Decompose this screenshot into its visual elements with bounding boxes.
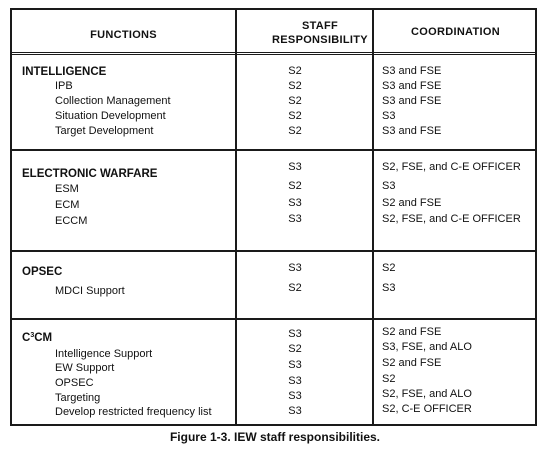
staff-cell: S2 (288, 125, 302, 137)
function-item: IPB (55, 80, 73, 92)
function-item: Intelligence Support (55, 348, 153, 360)
function-item: Targeting (55, 392, 101, 404)
staff-cell: S2 (288, 180, 302, 192)
staff-cell: S3 (288, 213, 302, 225)
section-title-electronic-warfare: ELECTRONIC WARFARE (22, 168, 158, 180)
staff-cell: S3 (288, 328, 302, 340)
function-item: ECCM (55, 215, 88, 227)
coord-cell: S3 and FSE (382, 80, 442, 92)
function-item: Situation Development (55, 110, 166, 122)
header-coordination: COORDINATION (411, 26, 500, 38)
coord-cell: S2 and FSE (382, 357, 442, 369)
header-separator (12, 52, 535, 55)
staff-cell: S2 (288, 343, 302, 355)
staff-cell: S2 (288, 80, 302, 92)
c3cm-prefix: C (22, 332, 31, 344)
coord-cell: S3 and FSE (382, 95, 442, 107)
header-functions: FUNCTIONS (90, 29, 157, 41)
coord-cell: S3, FSE, and ALO (382, 341, 472, 353)
function-item: EW Support (55, 362, 115, 374)
section-title-opsec: OPSEC (22, 266, 63, 278)
coord-cell: S2 and FSE (382, 326, 442, 338)
coord-cell: S2, FSE, and C-E OFFICER (382, 213, 521, 225)
header-staff-responsibility: STAFF RESPONSIBILITY (272, 20, 368, 46)
section-separator (12, 250, 535, 252)
coord-cell: S2, C-E OFFICER (382, 403, 472, 415)
coord-cell: S3 and FSE (382, 65, 442, 77)
c3cm-superscript: 3 (30, 332, 35, 339)
coord-cell: S3 (382, 282, 396, 294)
coord-cell: S2 (382, 262, 396, 274)
staff-cell: S3 (288, 405, 302, 417)
staff-cell: S3 (288, 375, 302, 387)
section-separator (12, 149, 535, 151)
function-item: ECM (55, 199, 80, 211)
staff-cell: S3 (288, 262, 302, 274)
coord-cell: S3 (382, 110, 396, 122)
section-title-intelligence: INTELLIGENCE (22, 66, 107, 78)
function-item: ESM (55, 183, 79, 195)
c3cm-suffix: CM (34, 332, 53, 344)
coord-cell: S2, FSE, and C-E OFFICER (382, 161, 521, 173)
function-item: Develop restricted frequency list (55, 406, 212, 418)
staff-cell: S3 (288, 197, 302, 209)
staff-cell: S2 (288, 65, 302, 77)
column-divider (372, 10, 374, 424)
function-item: Target Development (55, 125, 154, 137)
figure-caption: Figure 1-3. IEW staff responsibilities. (169, 430, 381, 444)
column-divider (235, 10, 237, 424)
staff-cell: S2 (288, 110, 302, 122)
coord-cell: S2 (382, 373, 396, 385)
section-separator (12, 318, 535, 320)
staff-cell: S2 (288, 282, 302, 294)
staff-cell: S3 (288, 161, 302, 173)
staff-cell: S2 (288, 95, 302, 107)
coord-cell: S3 (382, 180, 396, 192)
responsibility-table (10, 8, 537, 426)
staff-cell: S3 (288, 359, 302, 371)
staff-cell: S3 (288, 390, 302, 402)
coord-cell: S3 and FSE (382, 125, 442, 137)
function-item: MDCI Support (55, 285, 125, 297)
section-title-c3cm (22, 331, 52, 346)
function-item: Collection Management (55, 95, 171, 107)
coord-cell: S2, FSE, and ALO (382, 388, 472, 400)
coord-cell: S2 and FSE (382, 197, 442, 209)
function-item: OPSEC (55, 377, 94, 389)
